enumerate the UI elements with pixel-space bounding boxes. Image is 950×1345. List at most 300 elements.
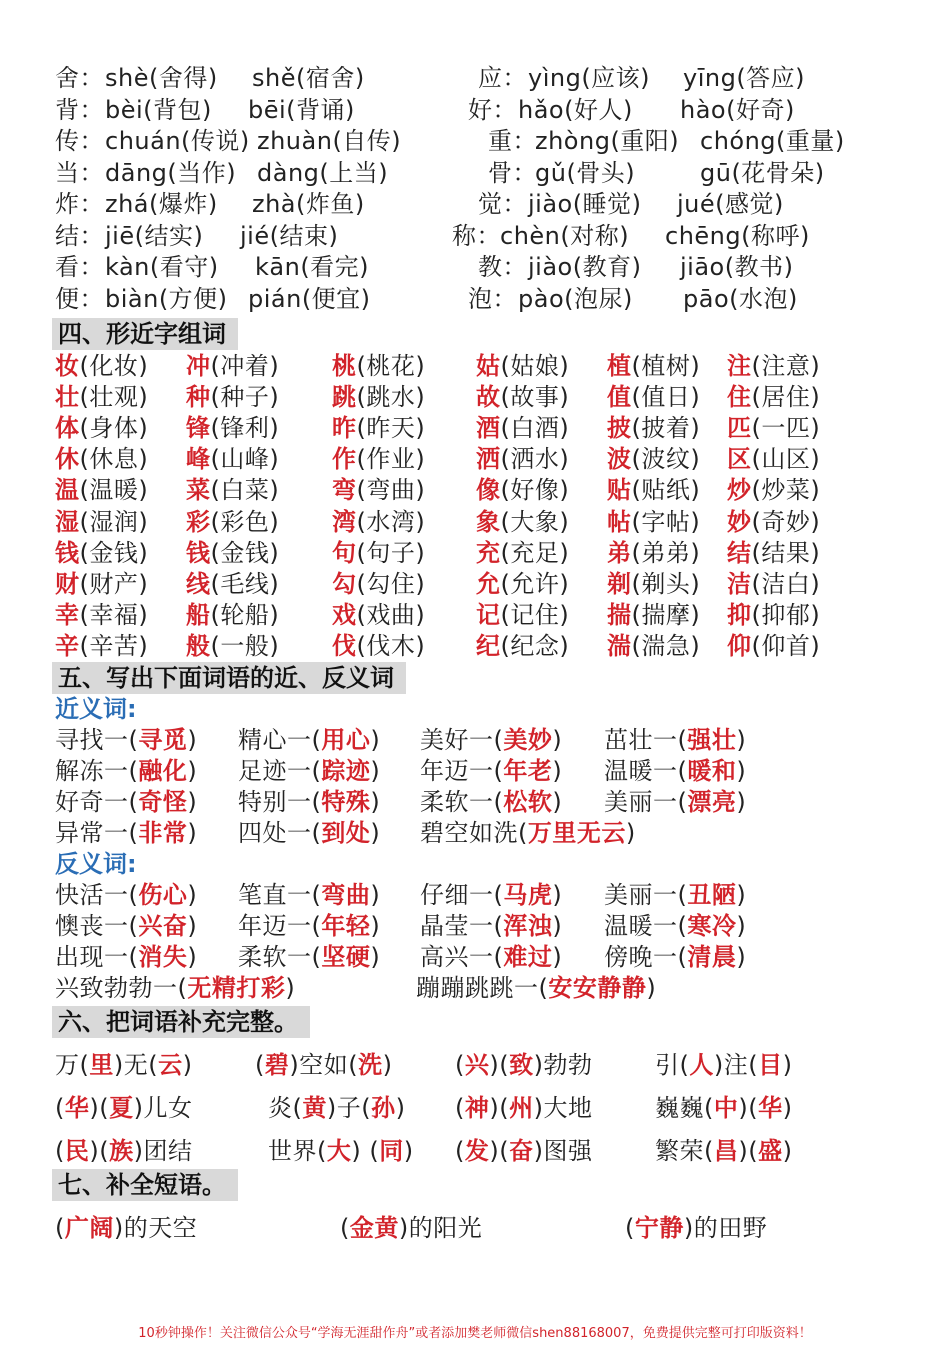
- word-pair: [420, 756, 562, 786]
- answer-word: 松软: [503, 788, 553, 816]
- example-word: (奇妙): [751, 507, 821, 536]
- idiom-item: [268, 1136, 414, 1166]
- similar-char-item: [55, 351, 148, 381]
- polyphone-reading: shè(舍得): [105, 64, 218, 92]
- word-pair: [420, 725, 562, 755]
- idiom-text: 炎(: [268, 1094, 303, 1122]
- similar-char-item: [186, 600, 279, 630]
- similar-char-item: [186, 475, 279, 505]
- close-paren: ): [552, 943, 563, 971]
- similar-char-item: [332, 507, 425, 537]
- similar-char-item: [332, 444, 425, 474]
- example-word: (辛苦): [79, 631, 149, 660]
- answer-char: 奋: [509, 1137, 534, 1165]
- answer-word: 踪迹: [321, 757, 371, 785]
- polyphone-reading: zhá(爆炸): [105, 190, 218, 218]
- answer-char: 州: [509, 1094, 534, 1122]
- similar-char-item: [607, 600, 700, 630]
- source-word: 好奇一(: [55, 788, 139, 816]
- example-word: (姑娘): [500, 352, 570, 380]
- idiom-item: [55, 1093, 192, 1123]
- answer-word: 安安静静: [548, 974, 647, 1002]
- polyphone-char: 看：: [55, 253, 104, 281]
- idiom-text: ): [395, 1094, 406, 1122]
- similar-char-item: [186, 444, 279, 474]
- target-char: 弟: [607, 538, 632, 567]
- answer-word: 广阔: [64, 1214, 114, 1242]
- similar-char-item: [55, 569, 148, 599]
- polyphone-char: 泡：: [468, 284, 517, 313]
- polyphone-reading: chēng(称呼): [665, 221, 810, 250]
- source-word: 柔软一(: [238, 943, 322, 971]
- example-word: (故事): [500, 383, 570, 412]
- similar-char-item: [476, 569, 569, 599]
- target-char: 伐: [332, 631, 357, 660]
- close-paren: ): [370, 726, 381, 754]
- example-word: (允许): [500, 569, 570, 598]
- answer-word: 用心: [321, 726, 371, 754]
- word-pair: [238, 818, 380, 848]
- idiom-text: )(: [489, 1137, 510, 1165]
- target-char: 洒: [476, 445, 501, 474]
- target-char: 抑: [727, 600, 752, 629]
- phrase-text: )的阳光: [398, 1214, 483, 1242]
- example-word: (纪念): [500, 631, 570, 660]
- idiom-text: )注(: [713, 1051, 759, 1079]
- idiom-item: [655, 1050, 792, 1080]
- polyphone-reading: pián(便宜): [248, 284, 371, 313]
- idiom-text: ) (: [351, 1137, 380, 1165]
- example-word: (白菜): [210, 476, 280, 505]
- target-char: 湾: [332, 507, 357, 536]
- example-word: (彩色): [210, 507, 280, 536]
- close-paren: ): [187, 788, 198, 816]
- idiom-item: [268, 1093, 405, 1123]
- target-char: 菜: [186, 476, 211, 505]
- target-char: 住: [727, 383, 752, 412]
- similar-char-item: [55, 475, 148, 505]
- idiom-text: )空如(: [289, 1051, 359, 1079]
- idiom-text: (: [455, 1051, 465, 1079]
- polyphone-char: 应：: [478, 64, 527, 92]
- example-word: (洁白): [751, 569, 821, 598]
- similar-char-item: [332, 413, 425, 443]
- similar-char-item: [186, 631, 279, 661]
- example-word: (身体): [79, 414, 149, 443]
- answer-word: 宁静: [634, 1214, 684, 1242]
- example-word: (幸福): [79, 600, 149, 629]
- example-word: (弯曲): [356, 476, 426, 505]
- target-char: 酒: [476, 414, 501, 443]
- polyphone-reading: dāng(当作): [105, 158, 237, 187]
- close-paren: ): [736, 788, 747, 816]
- target-char: 洁: [727, 569, 752, 598]
- answer-char: 中: [713, 1094, 739, 1122]
- source-word: 晶莹一(: [420, 912, 504, 940]
- target-char: 区: [727, 445, 752, 474]
- polyphone-reading: hào(好奇): [680, 95, 795, 124]
- answer-word: 到处: [321, 819, 371, 847]
- target-char: 线: [186, 569, 211, 598]
- similar-char-item: [607, 444, 700, 474]
- similar-char-item: [55, 444, 148, 474]
- source-word: 异常一(: [55, 819, 139, 847]
- polyphone-char: 结：: [55, 221, 104, 250]
- example-word: (冲着): [210, 352, 280, 380]
- target-char: 帖: [607, 507, 632, 536]
- answer-char: 兴: [464, 1051, 490, 1079]
- idiom-text: )(: [489, 1051, 510, 1079]
- word-pair: [55, 973, 295, 1003]
- section6-title: 六、把词语补充完整。: [52, 1006, 310, 1038]
- example-word: (山峰): [210, 445, 280, 474]
- polyphone-char: 背：: [55, 95, 104, 124]
- target-char: 剃: [607, 569, 632, 598]
- source-word: 出现一(: [55, 943, 139, 971]
- target-char: 植: [607, 352, 632, 380]
- answer-char: 昌: [713, 1137, 739, 1165]
- close-paren: ): [625, 819, 636, 847]
- answer-word: 浑浊: [503, 912, 553, 940]
- example-word: (披着): [631, 414, 701, 443]
- word-pair: [420, 818, 636, 848]
- answer-word: 年轻: [321, 912, 371, 940]
- source-word: 特别一(: [238, 788, 322, 816]
- similar-char-item: [476, 600, 569, 630]
- similar-char-item: [476, 538, 569, 568]
- target-char: 般: [186, 631, 211, 660]
- close-paren: ): [370, 819, 381, 847]
- word-pair: [238, 725, 380, 755]
- example-word: (揣摩): [631, 600, 701, 629]
- target-char: 揣: [607, 600, 632, 629]
- close-paren: ): [646, 974, 657, 1002]
- close-paren: ): [370, 912, 381, 940]
- similar-char-item: [476, 413, 569, 443]
- answer-char: 目: [758, 1051, 783, 1079]
- target-char: 披: [607, 414, 632, 443]
- word-pair: [604, 756, 746, 786]
- example-word: (植树): [631, 352, 701, 380]
- polyphone-reading: bēi(背诵): [248, 95, 355, 124]
- source-word: 解冻一(: [55, 757, 139, 785]
- polyphone-reading: zhuàn(自传): [257, 127, 402, 155]
- idiom-item: [455, 1136, 592, 1166]
- word-pair: [420, 942, 562, 972]
- close-paren: ): [187, 943, 198, 971]
- answer-word: 坚硬: [321, 943, 371, 971]
- idiom-text: (: [55, 1094, 65, 1122]
- answer-char: 族: [109, 1137, 134, 1165]
- word-pair: [55, 725, 197, 755]
- target-char: 仰: [727, 631, 752, 660]
- example-word: (大象): [500, 507, 570, 536]
- polyphone-reading: biàn(方便): [105, 284, 228, 313]
- target-char: 戏: [332, 600, 357, 629]
- close-paren: ): [187, 819, 198, 847]
- target-char: 注: [727, 352, 752, 380]
- answer-word: 伤心: [138, 881, 188, 909]
- word-pair: [238, 942, 380, 972]
- word-pair: [238, 880, 380, 910]
- idiom-text: (: [455, 1137, 465, 1165]
- target-char: 波: [607, 445, 632, 474]
- answer-char: 致: [509, 1051, 534, 1079]
- target-char: 辛: [55, 631, 80, 660]
- polyphone-reading: chuán(传说): [105, 127, 250, 155]
- target-char: 船: [186, 600, 211, 629]
- example-word: (仰首): [751, 631, 821, 660]
- example-word: (休息): [79, 445, 149, 474]
- answer-char: 同: [379, 1137, 404, 1165]
- example-word: (字帖): [631, 507, 701, 536]
- target-char: 象: [476, 507, 501, 536]
- target-char: 记: [476, 600, 501, 629]
- polyphone-reading: jié(结束): [240, 221, 339, 250]
- similar-char-item: [607, 351, 700, 381]
- similar-char-item: [727, 413, 820, 443]
- antonym-label: 反义词:: [55, 850, 137, 878]
- target-char: 桃: [332, 352, 357, 380]
- idiom-text: )图强: [533, 1137, 593, 1165]
- similar-char-item: [55, 600, 148, 630]
- target-char: 壮: [55, 383, 80, 412]
- answer-word: 特殊: [321, 788, 371, 816]
- answer-char: 大: [326, 1137, 352, 1165]
- close-paren: ): [736, 881, 747, 909]
- idiom-text: ): [403, 1137, 414, 1165]
- target-char: 湍: [607, 631, 632, 660]
- polyphone-reading: jiē(结实): [105, 221, 204, 250]
- answer-char: 华: [758, 1094, 783, 1122]
- example-word: (轮船): [210, 600, 280, 629]
- target-char: 峰: [186, 445, 211, 474]
- target-char: 值: [607, 383, 632, 412]
- answer-char: 里: [89, 1051, 114, 1079]
- close-paren: ): [370, 757, 381, 785]
- word-pair: [604, 911, 746, 941]
- idiom-text: )(: [89, 1094, 110, 1122]
- answer-word: 寻觅: [138, 726, 188, 754]
- example-word: (种子): [210, 383, 280, 412]
- target-char: 钱: [55, 538, 80, 567]
- example-word: (抑郁): [751, 600, 821, 629]
- idiom-text: ): [782, 1137, 793, 1165]
- polyphone-reading: kān(看完): [255, 253, 370, 281]
- idiom-text: )无(: [113, 1051, 159, 1079]
- answer-word: 清晨: [687, 943, 737, 971]
- close-paren: ): [187, 757, 198, 785]
- example-word: (湍急): [631, 631, 701, 660]
- example-word: (洒水): [500, 445, 570, 474]
- polyphone-reading: shě(宿舍): [252, 64, 365, 92]
- word-pair: [604, 880, 746, 910]
- source-word: 傍晚一(: [604, 943, 688, 971]
- similar-char-item: [332, 382, 425, 412]
- polyphone-reading: zhòng(重阳): [535, 127, 680, 155]
- answer-char: 孙: [371, 1094, 396, 1122]
- idiom-text: 世界(: [268, 1137, 327, 1165]
- word-pair: [55, 942, 197, 972]
- word-pair: [420, 911, 562, 941]
- polyphone-char: 炸：: [55, 190, 104, 218]
- polyphone-reading: dàng(上当): [257, 158, 389, 187]
- source-word: 仔细一(: [420, 881, 504, 909]
- example-word: (桃花): [356, 352, 426, 380]
- idiom-item: [655, 1093, 792, 1123]
- example-word: (注意): [751, 352, 821, 380]
- source-word: 美丽一(: [604, 881, 688, 909]
- similar-char-item: [607, 507, 700, 537]
- source-word: 足迹一(: [238, 757, 322, 785]
- example-word: (金钱): [79, 538, 149, 567]
- idiom-text: ): [382, 1051, 393, 1079]
- target-char: 炒: [727, 476, 752, 505]
- source-word: 兴致勃勃一(: [55, 974, 188, 1002]
- phrase-text: )的田野: [683, 1214, 768, 1242]
- source-word: 蹦蹦跳跳一(: [416, 974, 549, 1002]
- example-word: (波纹): [631, 445, 701, 474]
- source-word: 年迈一(: [420, 757, 504, 785]
- idiom-text: )团结: [133, 1137, 193, 1165]
- polyphone-reading: pāo(水泡): [683, 284, 798, 313]
- idiom-text: )(: [738, 1094, 759, 1122]
- target-char: 妙: [727, 507, 752, 536]
- similar-char-item: [727, 475, 820, 505]
- answer-char: 碧: [264, 1051, 290, 1079]
- close-paren: ): [736, 757, 747, 785]
- target-char: 作: [332, 445, 357, 474]
- example-word: (炒菜): [751, 476, 821, 505]
- example-word: (山区): [751, 445, 821, 474]
- example-word: (湿润): [79, 507, 149, 536]
- polyphone-char: 好：: [468, 95, 517, 124]
- answer-word: 金黄: [349, 1214, 399, 1242]
- source-word: 美丽一(: [604, 788, 688, 816]
- example-word: (水湾): [356, 507, 426, 536]
- word-pair: [55, 756, 197, 786]
- word-pair: [420, 787, 562, 817]
- source-word: 寻找一(: [55, 726, 139, 754]
- polyphone-char: 教：: [478, 253, 527, 281]
- target-char: 跳: [332, 383, 357, 412]
- source-word: 精心一(: [238, 726, 322, 754]
- similar-char-item: [332, 475, 425, 505]
- word-pair: [55, 818, 197, 848]
- word-pair: [420, 880, 562, 910]
- similar-char-item: [55, 631, 148, 661]
- close-paren: ): [736, 726, 747, 754]
- example-word: (作业): [356, 445, 426, 474]
- polyphone-char: 称：: [452, 221, 501, 250]
- similar-char-item: [727, 507, 820, 537]
- idiom-text: (: [455, 1094, 465, 1122]
- answer-word: 美妙: [503, 726, 553, 754]
- source-word: 温暖一(: [604, 757, 688, 785]
- word-pair: [55, 880, 197, 910]
- source-word: 懊丧一(: [55, 912, 139, 940]
- idiom-text: 巍巍(: [655, 1094, 714, 1122]
- idiom-item: [655, 1136, 792, 1166]
- word-pair: [604, 787, 746, 817]
- answer-word: 弯曲: [321, 881, 371, 909]
- answer-word: 强壮: [687, 726, 737, 754]
- source-word: 四处一(: [238, 819, 322, 847]
- example-word: (居住): [751, 383, 821, 412]
- target-char: 锋: [186, 414, 211, 443]
- example-word: (化妆): [79, 352, 149, 380]
- example-word: (跳水): [356, 383, 426, 412]
- answer-char: 发: [464, 1137, 490, 1165]
- answer-word: 无精打彩: [187, 974, 286, 1002]
- example-word: (句子): [356, 538, 426, 567]
- close-paren: ): [370, 881, 381, 909]
- idiom-text: (: [55, 1137, 65, 1165]
- answer-char: 人: [689, 1051, 714, 1079]
- target-char: 勾: [332, 569, 357, 598]
- similar-char-item: [55, 507, 148, 537]
- target-char: 句: [332, 538, 357, 567]
- example-word: (弟弟): [631, 538, 701, 567]
- similar-char-item: [476, 631, 569, 661]
- polyphone-reading: jiào(教育): [528, 253, 642, 281]
- word-pair: [55, 911, 197, 941]
- similar-char-item: [186, 351, 279, 381]
- target-char: 财: [55, 569, 80, 598]
- phrase-item: [625, 1213, 767, 1243]
- similar-char-item: [476, 507, 569, 537]
- target-char: 纪: [476, 631, 501, 660]
- answer-word: 非常: [138, 819, 188, 847]
- polyphone-reading: kàn(看守): [105, 253, 219, 281]
- answer-word: 年老: [503, 757, 553, 785]
- target-char: 结: [727, 538, 752, 567]
- target-char: 姑: [476, 352, 501, 380]
- polyphone-reading: chóng(重量): [700, 127, 845, 155]
- polyphone-reading: hǎo(好人): [518, 95, 633, 124]
- similar-char-item: [186, 413, 279, 443]
- example-word: (毛线): [210, 569, 280, 598]
- similar-char-item: [55, 538, 148, 568]
- example-word: (戏曲): [356, 600, 426, 629]
- similar-char-item: [332, 538, 425, 568]
- polyphone-char: 骨：: [488, 158, 537, 187]
- target-char: 充: [476, 538, 501, 567]
- polyphone-char: 重：: [488, 127, 537, 155]
- similar-char-item: [727, 600, 820, 630]
- idiom-item: [455, 1050, 592, 1080]
- example-word: (金钱): [210, 538, 280, 567]
- target-char: 弯: [332, 476, 357, 505]
- answer-char: 民: [64, 1137, 90, 1165]
- target-char: 钱: [186, 538, 211, 567]
- example-word: (一般): [210, 631, 280, 660]
- similar-char-item: [332, 351, 425, 381]
- example-word: (贴纸): [631, 476, 701, 505]
- close-paren: ): [552, 881, 563, 909]
- target-char: 体: [55, 414, 80, 443]
- answer-word: 难过: [503, 943, 553, 971]
- idiom-text: )(: [489, 1094, 510, 1122]
- polyphone-reading: gǔ(骨头): [535, 158, 636, 187]
- polyphone-char: 传：: [55, 127, 104, 155]
- section7-title: 七、补全短语。: [52, 1169, 238, 1201]
- target-char: 贴: [607, 476, 632, 505]
- idiom-text: 引(: [655, 1051, 690, 1079]
- example-word: (壮观): [79, 383, 149, 412]
- example-word: (勾住): [356, 569, 426, 598]
- answer-char: 盛: [758, 1137, 783, 1165]
